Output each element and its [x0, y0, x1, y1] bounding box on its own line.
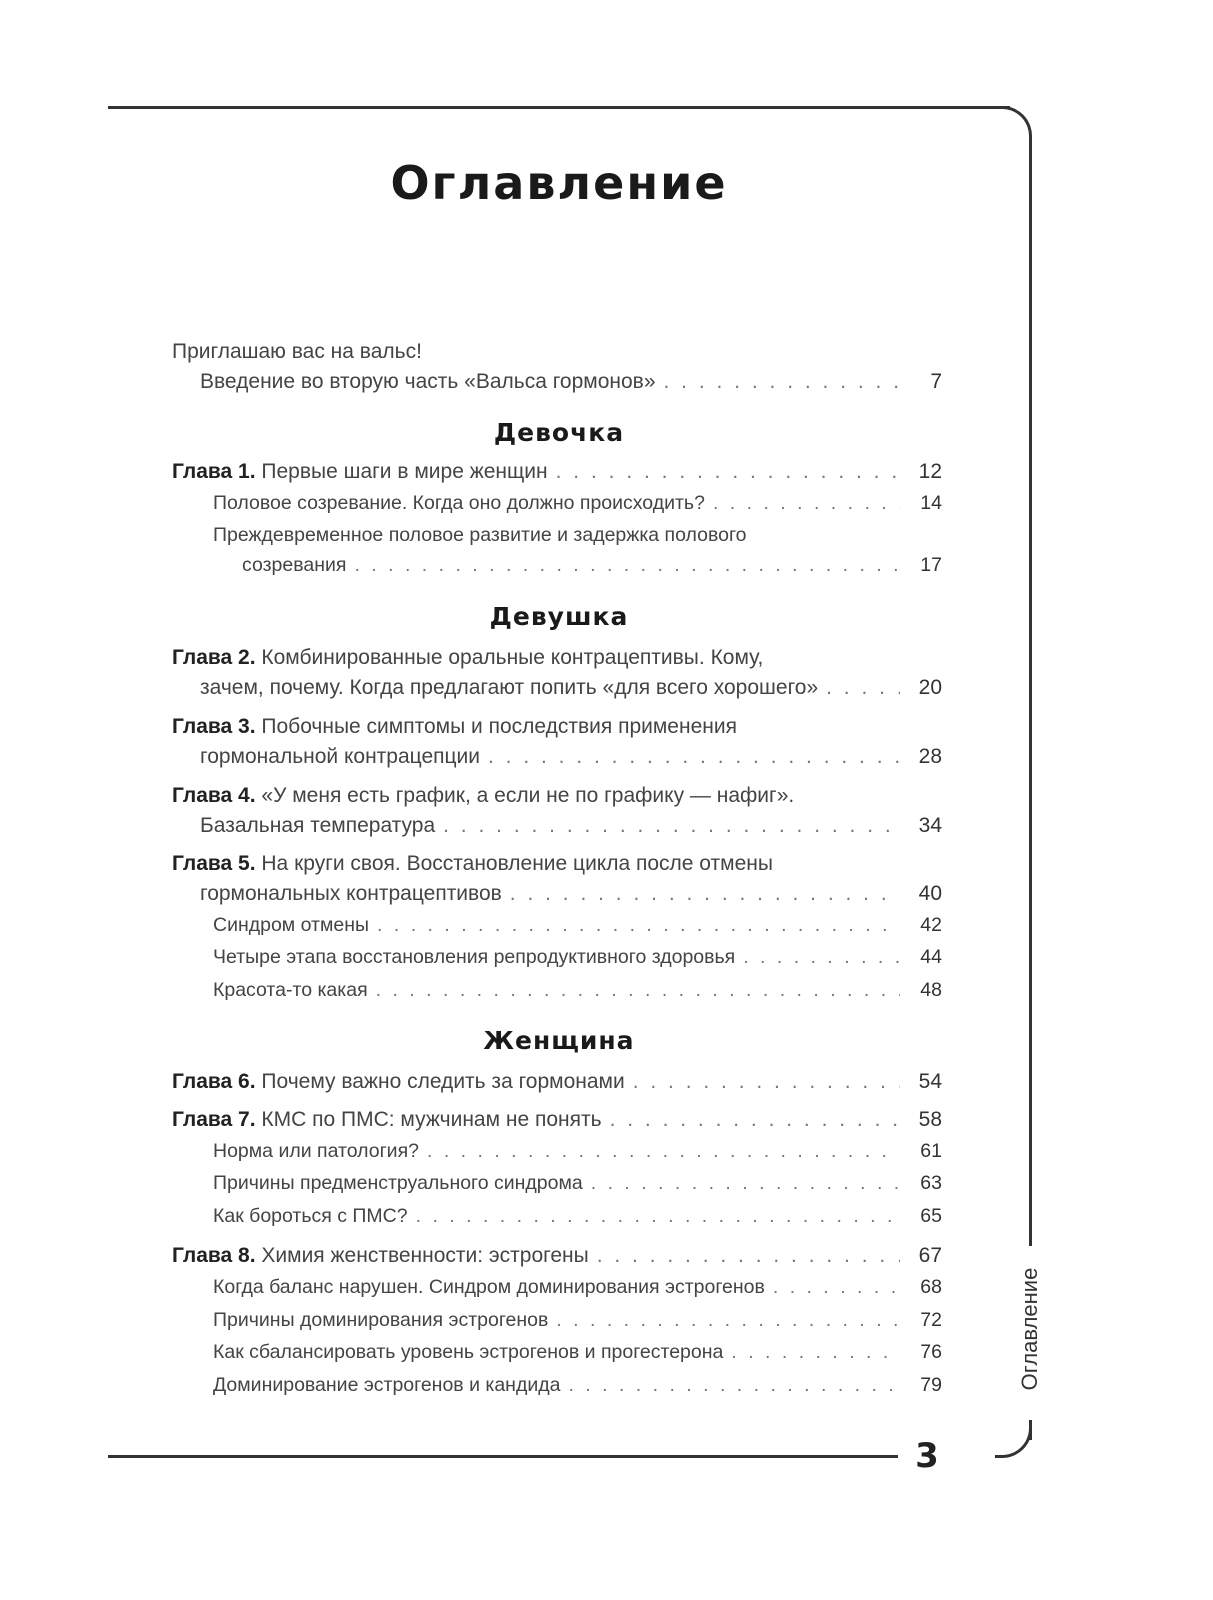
toc-entry-chapter-4-line1[interactable]	[172, 784, 942, 808]
toc-entry-text: Красота-то какая	[213, 979, 368, 1001]
toc-entry-chapter-1[interactable]	[172, 460, 942, 484]
toc-entry-text: созревания	[242, 554, 347, 576]
toc-entry-subsection[interactable]	[213, 1374, 942, 1397]
dot-leader	[773, 1276, 900, 1299]
dot-leader	[556, 460, 900, 484]
toc-page-number: 42	[920, 914, 942, 936]
toc-entry-subsection[interactable]	[213, 914, 942, 937]
section-heading-girl: Девочка	[493, 418, 625, 447]
toc-entry-text: зачем, почему. Когда предлагают попить «для всего хорошего»	[200, 676, 819, 699]
toc-entry-chapter-7[interactable]	[172, 1108, 942, 1132]
frame-right-rule	[1029, 136, 1032, 1246]
toc-page-number: 40	[918, 882, 942, 905]
dot-leader	[376, 979, 900, 1002]
section-heading-woman: Женщина	[483, 1026, 635, 1055]
toc-entry-text: Четыре этапа восстановления репродуктивного здоровья	[213, 946, 736, 968]
dot-leader	[568, 1374, 900, 1397]
chapter-number: Глава 6.	[172, 1070, 256, 1093]
toc-entry-text: Доминирование эстрогенов и кандида	[213, 1374, 561, 1396]
toc-page-number: 7	[930, 370, 942, 393]
chapter-number: Глава 7.	[172, 1108, 256, 1131]
dot-leader	[416, 1205, 900, 1228]
toc-page-number: 58	[918, 1108, 942, 1131]
toc-entry-text: КМС по ПМС: мужчинам не понять	[261, 1108, 602, 1131]
dot-leader	[591, 1172, 900, 1195]
toc-entry-subsection-line1[interactable]	[213, 524, 942, 547]
toc-entry-subsection[interactable]	[242, 554, 942, 577]
toc-entry-subsection[interactable]	[213, 1309, 942, 1332]
toc-entry-text: Базальная температура	[200, 814, 436, 837]
toc-entry-chapter-6[interactable]	[172, 1070, 942, 1094]
frame-top-rule	[108, 106, 1010, 109]
chapter-number: Глава 2.	[172, 646, 256, 669]
side-running-head-text: Оглавление	[1017, 1254, 1043, 1404]
toc-entry-subsection[interactable]	[213, 1276, 942, 1299]
toc-page-number: 65	[920, 1205, 942, 1227]
toc-page-number: 54	[918, 1070, 942, 1093]
toc-page-number: 44	[920, 946, 942, 968]
chapter-number: Глава 5.	[172, 852, 256, 875]
dot-leader	[664, 370, 900, 394]
toc-entry-chapter-2[interactable]	[200, 676, 942, 700]
dot-leader	[610, 1108, 900, 1132]
toc-entry-text: Приглашаю вас на вальс!	[172, 340, 422, 363]
toc-page-number: 34	[918, 814, 942, 837]
frame-bottom-corner	[995, 1420, 1032, 1458]
dot-leader	[731, 1341, 900, 1364]
toc-entry-text: Синдром отмены	[213, 914, 370, 936]
dot-leader	[826, 676, 900, 700]
toc-entry-text: «У меня есть график, а если не по графику — нафиг».	[261, 784, 795, 807]
toc-page-number: 63	[920, 1172, 942, 1194]
toc-page-number: 76	[920, 1341, 942, 1363]
toc-entry-text: гормональных контрацептивов	[200, 882, 502, 905]
dot-leader	[377, 914, 900, 937]
toc-page-number: 79	[920, 1374, 942, 1396]
toc-page-number: 20	[918, 676, 942, 699]
chapter-number: Глава 3.	[172, 715, 256, 738]
toc-entry-text: Как сбалансировать уровень эстрогенов и прогестерона	[213, 1341, 724, 1363]
toc-page-number: 17	[920, 554, 942, 576]
toc-entry-text: Первые шаги в мире женщин	[261, 460, 548, 483]
dot-leader	[597, 1244, 900, 1268]
toc-entry-text: Когда баланс нарушен. Синдром доминирования эстрогенов	[213, 1276, 765, 1298]
dot-leader	[556, 1309, 900, 1332]
chapter-number: Глава 1.	[172, 460, 256, 483]
toc-entry-chapter-8[interactable]	[172, 1244, 942, 1268]
toc-entry-intro-line1[interactable]	[172, 340, 942, 364]
toc-entry-subsection[interactable]	[213, 1140, 942, 1163]
dot-leader	[427, 1140, 900, 1163]
toc-entry-chapter-5[interactable]	[200, 882, 942, 906]
toc-entry-text: Комбинированные оральные контрацептивы. Кому,	[261, 646, 764, 669]
toc-entry-chapter-5-line1[interactable]	[172, 852, 942, 876]
toc-entry-text: Введение во вторую часть «Вальса гормонов»	[200, 370, 656, 393]
toc-entry-chapter-3-line1[interactable]	[172, 715, 942, 739]
toc-entry-intro[interactable]	[200, 370, 942, 394]
toc-entry-text: Как бороться с ПМС?	[213, 1205, 408, 1227]
toc-page-number: 48	[920, 979, 942, 1001]
toc-entry-text: Причины предменструального синдрома	[213, 1172, 583, 1194]
dot-leader	[510, 882, 900, 906]
toc-entry-text: Побочные симптомы и последствия применения	[261, 715, 737, 738]
frame-top-corner	[1000, 106, 1032, 138]
dot-leader	[633, 1070, 900, 1094]
toc-page-number: 28	[918, 745, 942, 768]
toc-page-number: 14	[920, 492, 942, 514]
dot-leader	[354, 554, 900, 577]
toc-entry-subsection[interactable]	[213, 979, 942, 1002]
dot-leader	[488, 745, 900, 769]
dot-leader	[713, 492, 900, 515]
toc-entry-subsection[interactable]	[213, 492, 942, 515]
section-heading-young-woman: Девушка	[489, 602, 629, 631]
dot-leader	[443, 814, 900, 838]
toc-entry-subsection[interactable]	[213, 1205, 942, 1228]
toc-entry-chapter-2-line1[interactable]	[172, 646, 942, 670]
toc-entry-text: На круги своя. Восстановление цикла после отмены	[261, 852, 773, 875]
toc-entry-text: Химия женственности: эстрогены	[261, 1244, 589, 1267]
page-number: 3	[915, 1436, 939, 1476]
toc-page-number: 72	[920, 1309, 942, 1331]
toc-entry-text: Преждевременное половое развитие и задержка полового	[213, 524, 747, 546]
frame-bottom-rule	[108, 1455, 898, 1458]
toc-entry-chapter-4[interactable]	[200, 814, 942, 838]
dot-leader	[743, 946, 900, 969]
toc-entry-subsection[interactable]	[213, 946, 942, 969]
toc-entry-text: Почему важно следить за гормонами	[261, 1070, 625, 1093]
page-title: Оглавление	[390, 156, 728, 210]
toc-page-number: 12	[918, 460, 942, 483]
chapter-number: Глава 4.	[172, 784, 256, 807]
toc-entry-text: Половое созревание. Когда оно должно происходить?	[213, 492, 705, 514]
toc-entry-text: Причины доминирования эстрогенов	[213, 1309, 549, 1331]
toc-entry-text: Норма или патология?	[213, 1140, 419, 1162]
toc-entry-subsection[interactable]	[213, 1172, 942, 1195]
toc-page-number: 68	[920, 1276, 942, 1298]
toc-page-number: 67	[918, 1244, 942, 1267]
toc-entry-text: гормональной контрацепции	[200, 745, 480, 768]
toc-page-number: 61	[920, 1140, 942, 1162]
chapter-number: Глава 8.	[172, 1244, 256, 1267]
toc-entry-subsection[interactable]	[213, 1341, 942, 1364]
toc-entry-chapter-3[interactable]	[200, 745, 942, 769]
